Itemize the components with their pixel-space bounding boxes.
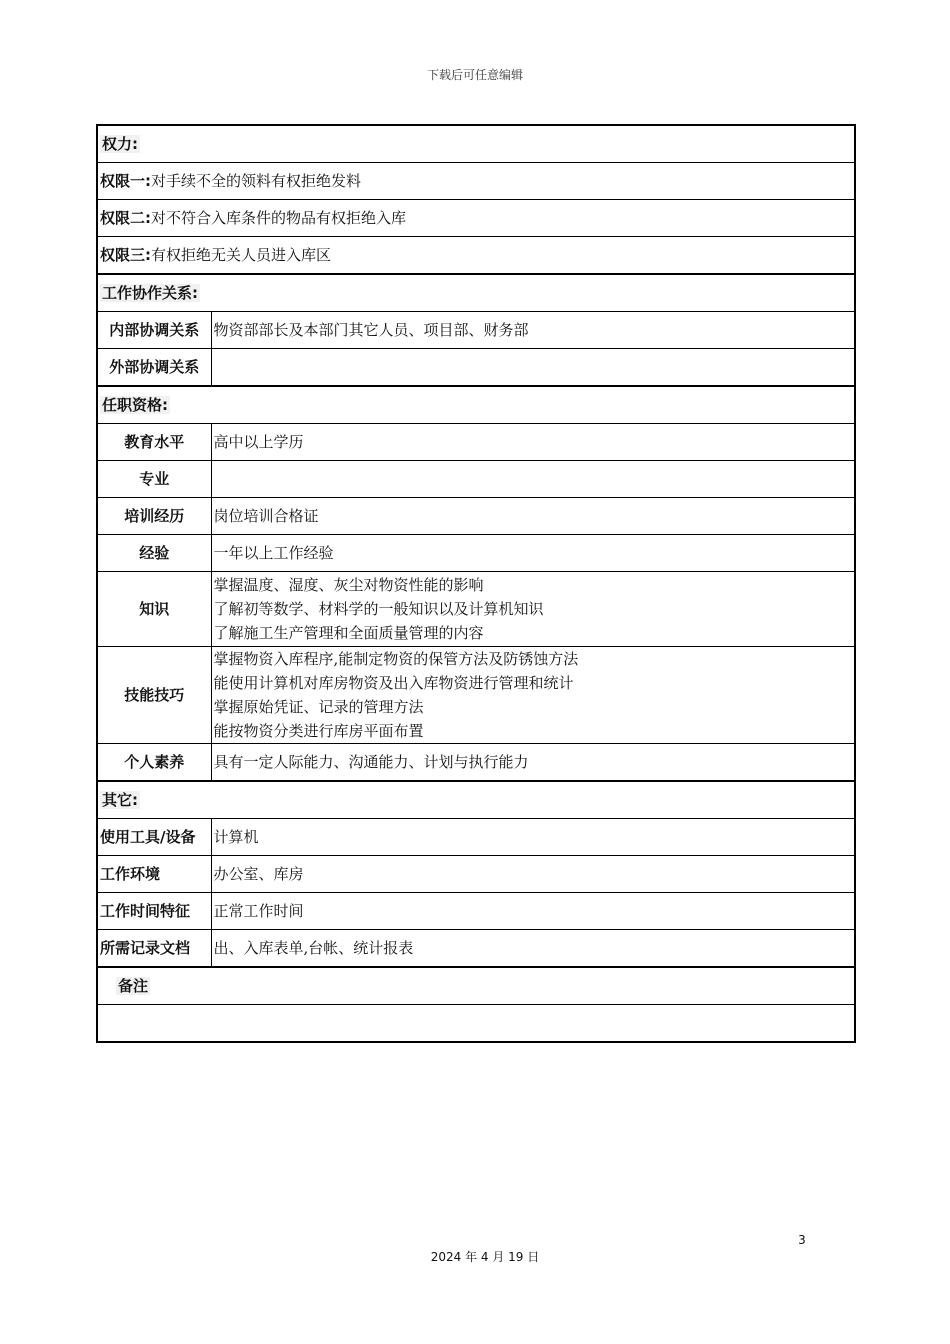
section-title-cooperation: 工作协作关系: [102, 284, 198, 302]
page-number: 3 [798, 1233, 806, 1247]
authority-row-2 [97, 200, 855, 237]
skills-line-2: 能使用计算机对库房物资及出入库物资进行管理和统计 [213, 674, 574, 692]
internal-coordination-label: 内部协调关系 [97, 312, 211, 349]
job-description-table [96, 124, 856, 1043]
environment-label: 工作环境 [97, 856, 211, 893]
skills-value [211, 647, 855, 744]
authority-label-3: 权限三: [100, 246, 151, 264]
knowledge-line-1: 掌握温度、湿度、灰尘对物资性能的影响 [213, 576, 484, 594]
knowledge-row [97, 572, 855, 647]
section-title-other: 其它: [102, 791, 138, 809]
major-value [211, 461, 855, 498]
work-time-row [97, 893, 855, 930]
authority-row-1 [97, 163, 855, 200]
section-title-qualifications: 任职资格: [102, 396, 168, 414]
personal-quality-label: 个人素养 [97, 744, 211, 782]
authority-value-3: 有权拒绝无关人员进入库区 [151, 246, 332, 264]
environment-row [97, 856, 855, 893]
documents-label: 所需记录文档 [97, 930, 211, 968]
skills-line-3: 掌握原始凭证、记录的管理方法 [213, 698, 424, 716]
environment-value: 办公室、库房 [211, 856, 855, 893]
experience-row [97, 535, 855, 572]
section-authority [97, 125, 855, 163]
work-time-label: 工作时间特征 [97, 893, 211, 930]
external-coordination-label: 外部协调关系 [97, 349, 211, 387]
personal-quality-value: 具有一定人际能力、沟通能力、计划与执行能力 [211, 744, 855, 782]
personal-quality-row [97, 744, 855, 782]
internal-coordination-row [97, 312, 855, 349]
education-value: 高中以上学历 [211, 424, 855, 461]
authority-label-1: 权限一: [100, 172, 151, 190]
training-row [97, 498, 855, 535]
remarks-label: 备注 [118, 977, 149, 995]
authority-value-1: 对手续不全的领料有权拒绝发料 [151, 172, 362, 190]
skills-line-4: 能按物资分类进行库房平面布置 [213, 722, 424, 740]
tools-value: 计算机 [211, 819, 855, 856]
external-coordination-row [97, 349, 855, 387]
page-header: 下载后可任意编辑 [426, 68, 523, 82]
education-label: 教育水平 [97, 424, 211, 461]
experience-label: 经验 [97, 535, 211, 572]
authority-row-3 [97, 237, 855, 275]
major-label: 专业 [97, 461, 211, 498]
training-label: 培训经历 [97, 498, 211, 535]
section-cooperation [97, 274, 855, 312]
section-remarks [97, 967, 855, 1005]
major-row [97, 461, 855, 498]
authority-label-2: 权限二: [100, 209, 151, 227]
education-row [97, 424, 855, 461]
documents-value: 出、入库表单,台帐、统计报表 [211, 930, 855, 968]
knowledge-line-2: 了解初等数学、材料学的一般知识以及计算机知识 [213, 600, 544, 618]
work-time-value: 正常工作时间 [211, 893, 855, 930]
authority-value-2: 对不符合入库条件的物品有权拒绝入库 [151, 209, 407, 227]
skills-label: 技能技巧 [97, 647, 211, 744]
external-coordination-value [211, 349, 855, 387]
remarks-value [97, 1005, 855, 1043]
section-title-authority: 权力: [102, 135, 138, 153]
section-other [97, 781, 855, 819]
knowledge-value [211, 572, 855, 647]
skills-row [97, 647, 855, 744]
tools-row [97, 819, 855, 856]
remarks-row [97, 1005, 855, 1043]
experience-value: 一年以上工作经验 [211, 535, 855, 572]
tools-label: 使用工具/设备 [97, 819, 211, 856]
skills-line-1: 掌握物资入库程序,能制定物资的保管方法及防锈蚀方法 [213, 650, 579, 668]
documents-row [97, 930, 855, 968]
internal-coordination-value: 物资部部长及本部门其它人员、项目部、财务部 [211, 312, 855, 349]
section-qualifications [97, 386, 855, 424]
knowledge-line-3: 了解施工生产管理和全面质量管理的内容 [213, 624, 484, 642]
training-value: 岗位培训合格证 [211, 498, 855, 535]
footer-date: 2024 年 4 月 19 日 [430, 1250, 540, 1264]
knowledge-label: 知识 [97, 572, 211, 647]
